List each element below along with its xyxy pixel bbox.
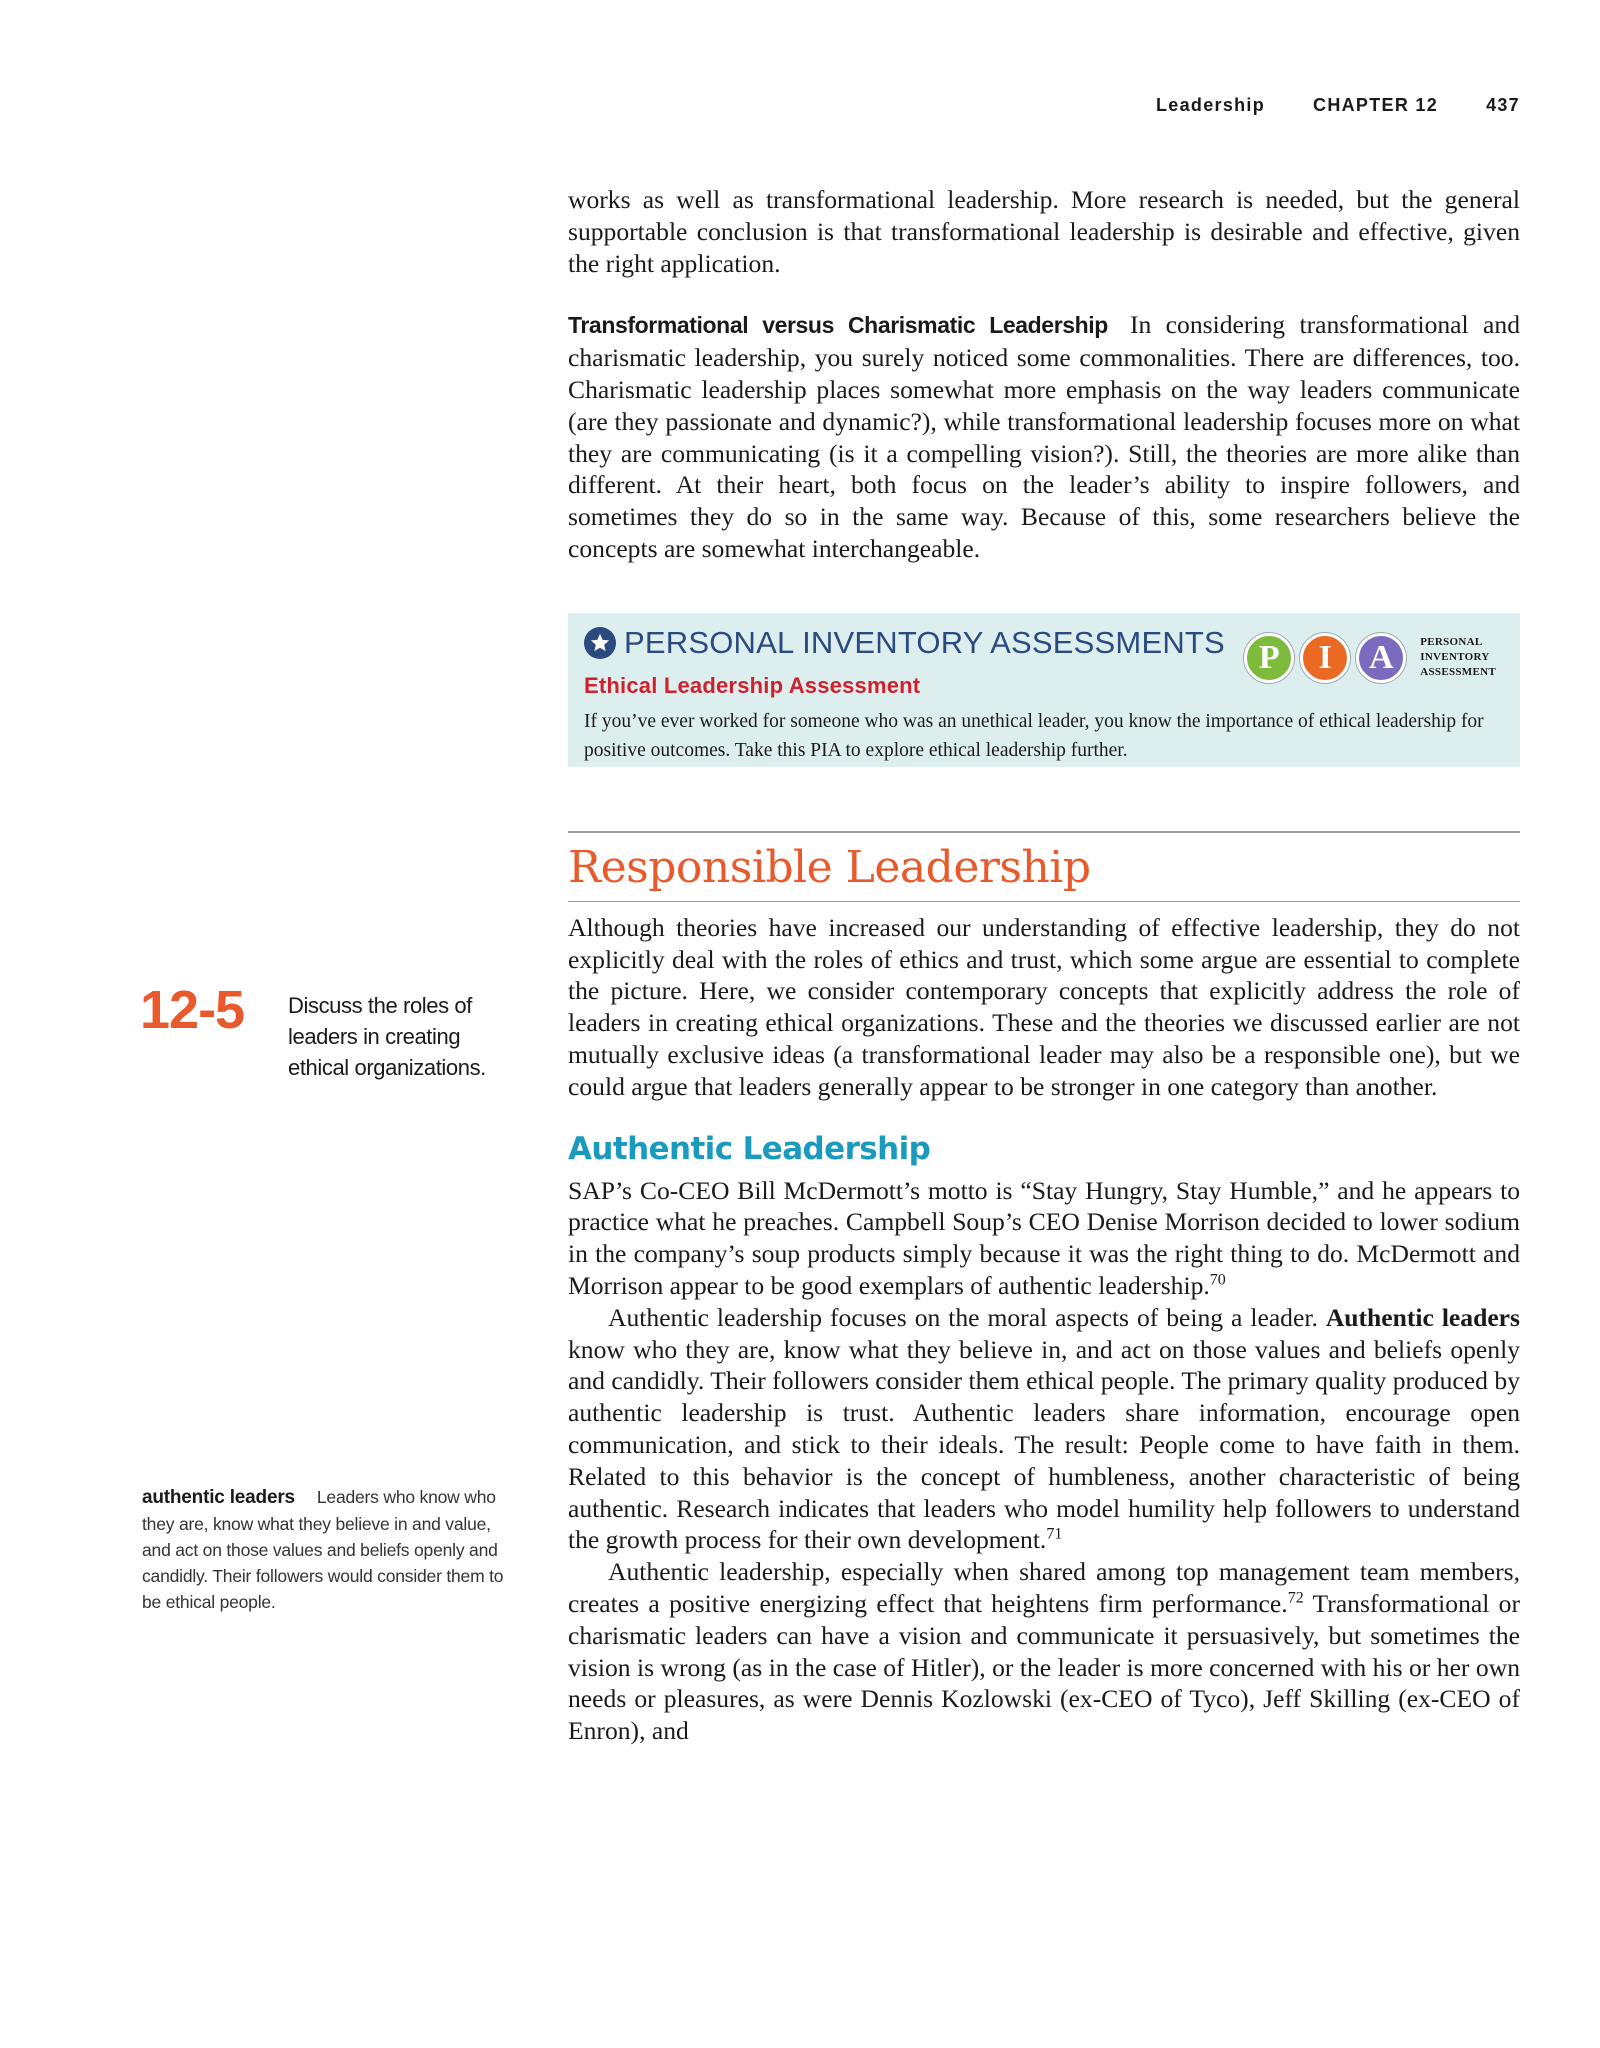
pia-badge-i: I [1300,633,1350,683]
learning-objective-number: 12-5 [140,980,245,1040]
glossary-entry [142,1484,518,1615]
running-head [1156,90,1520,120]
running-head-section: Leadership [1156,94,1266,115]
glossary-term: authentic leaders [142,1487,295,1508]
pia-label-line: ASSESSMENT [1420,666,1496,679]
key-term: Authentic leaders [1325,1302,1521,1332]
pia-subtitle[interactable]: Ethical Leadership Assessment [584,672,921,698]
learning-objective-text: Discuss the roles of leaders in creating ethical organizations. [288,993,486,1080]
authentic-p3-start: Authentic leadership, especially when shared among top management team members, creates a positive energizing effect that heightens firm performance. [568,1557,1520,1618]
section-title: Responsible Leadership [568,841,1091,893]
pia-title-text: PERSONAL INVENTORY ASSESSMENTS [624,624,1225,660]
section-rule-top [568,831,1520,833]
running-head-chapter: CHAPTER 12 [1313,94,1439,115]
pia-description: If you’ve ever worked for someone who was an unethical leader, you know the importance of ethical leadership for positive outcomes. Take this PIA to explore ethical leadership further. [584,710,1484,761]
run-in-heading: Transformational versus Charismatic Leadership [568,312,1108,339]
authentic-paragraph-1 [568,1175,1520,1302]
trans-vs-charismatic-text: In considering transformational and charismatic leadership, you surely noticed some commonalities. There are differences, too. Charismatic leadership places somewhat more emphasis on the way leaders communicate (are they passionate and dynamic?), while transformational leadership focuses more on what they are communicating (is it a compelling vision?). Still, the theories are more alike than different. At their heart, both focus on the leader’s ability to inspire followers, and sometimes they do so in the same way. Because of this, some researchers believe the concepts are somewhat interchangeable. [568,310,1520,563]
authentic-paragraph-2 [568,1302,1520,1556]
trans-vs-charismatic-paragraph [568,309,1520,564]
footnote-70[interactable]: 70 [1209,1271,1226,1289]
authentic-paragraph-3 [568,1556,1520,1747]
section-rule-bottom [568,901,1520,902]
section-paragraph: Although theories have increased our understanding of effective leadership, they do not explicitly deal with the roles of ethics and trust, which some argue are essential to complete the picture. Here, we consider contemporary concepts that explicitly address the role of leaders in creating ethical organizations. These and the theories we discussed earlier are not mutually exclusive ideas (a transformational leader may also be a responsible one), but we could argue that leaders generally appear to be stronger in one category than another. [568,912,1520,1101]
pia-badge-p: P [1244,633,1294,683]
pia-box [568,613,1520,767]
footnote-71[interactable]: 71 [1046,1525,1063,1543]
pia-label-line: PERSONAL [1420,636,1483,649]
authentic-p1-text: SAP’s Co-CEO Bill McDermott’s motto is “Stay Hungry, Stay Humble,” and he appears to practice what he preaches. Campbell Soup’s CEO Denise Morrison decided to lower sodium in the company’s soup products simply because it was the right thing to do. McDermott and Morrison appear to be good exemplars of authentic leadership. [568,1175,1520,1300]
main-column [568,184,1520,1747]
footnote-72[interactable]: 72 [1287,1589,1304,1607]
page-number: 437 [1486,94,1520,115]
glossary-definition: Leaders who know who they are, know what they believe in and value, and act on those values and beliefs openly and candidly. Their followers would consider them to be ethical people. [142,1487,504,1612]
authentic-p2-start: Authentic leadership focuses on the moral aspects of being a leader. [608,1302,1326,1332]
pia-label-line: INVENTORY [1420,651,1490,664]
intro-paragraph: works as well as transformational leadership. More research is needed, but the general supportable conclusion is that transformational leadership is desirable and effective, given the right application. [568,185,1520,278]
authentic-p2-rest: know who they are, know what they believe in, and act on those values and beliefs openly and candidly. Their followers consider them ethical people. The primary quality produced by authentic leadership is trust. Authentic leaders share information, encourage open communication, and stick to their ideals. The result: People come to have faith in them. Related to this behavior is the concept of humbleness, another characteristic of being authentic. Research indicates that leaders who model humility help followers to understand the growth process for their own development. [568,1334,1520,1555]
authentic-p3-rest: Transformational or charismatic leaders can have a vision and communicate it persuasively, but sometimes the vision is wrong (as in the case of Hitler), or the leader is more concerned with his or her own needs or pleasures, as were Dennis Kozlowski (ex-CEO of Tyco), Jeff Skilling (ex-CEO of Enron), and [568,1588,1520,1746]
pia-badge-a: A [1356,633,1406,683]
authentic-heading: Authentic Leadership [568,1130,931,1167]
star-icon [584,627,616,659]
pia-badge-label [1420,635,1496,680]
pia-badge-group [1244,633,1496,683]
